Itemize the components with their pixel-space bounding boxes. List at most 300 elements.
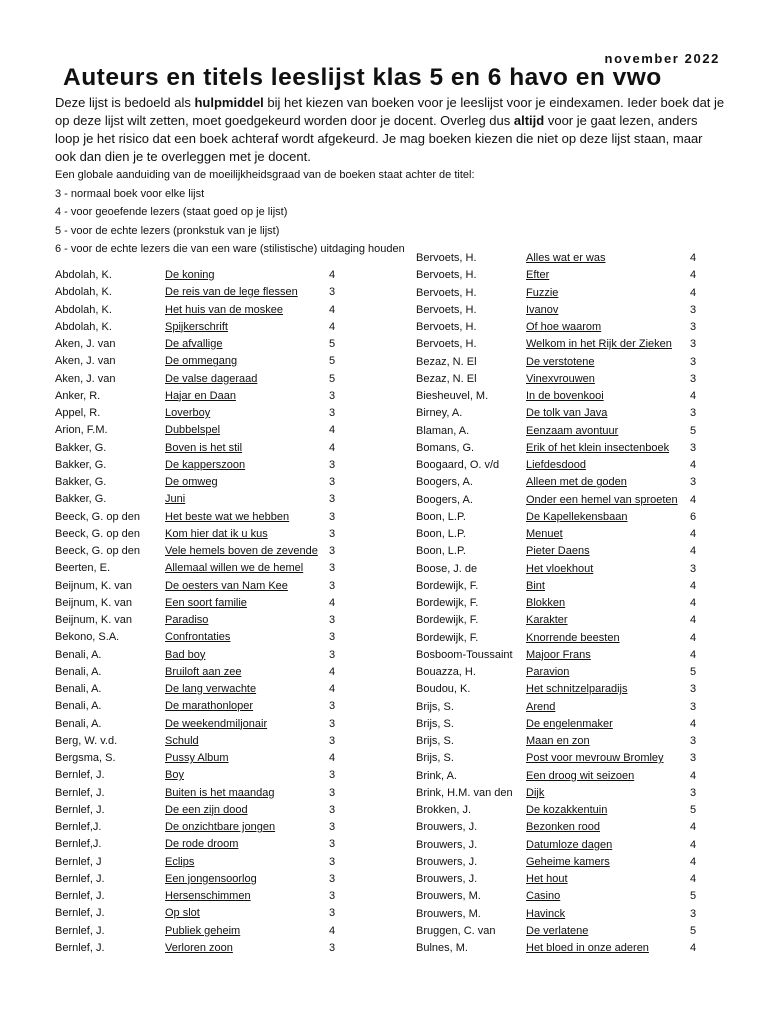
author-name: Boogers, A. [416, 493, 473, 506]
author-name: Benali, A. [55, 683, 102, 695]
book-row [416, 855, 716, 872]
difficulty-level: 3 [329, 734, 336, 747]
book-title-link[interactable]: Karakter [526, 614, 568, 627]
book-title-link[interactable]: Menuet [526, 528, 563, 540]
author-name: Boogers, A. [416, 476, 473, 489]
author-name: Bernlef, J. [55, 769, 105, 782]
difficulty-level: 4 [690, 545, 697, 558]
difficulty-level: 3 [690, 372, 697, 385]
difficulty-level: 3 [690, 786, 697, 799]
book-row [416, 613, 716, 630]
author-name: Brouwers, M. [416, 890, 481, 903]
difficulty-level: 3 [690, 735, 697, 747]
book-title-link[interactable]: De valse dageraad [165, 372, 258, 385]
difficulty-level: 3 [329, 389, 336, 402]
author-name: Arion, F.M. [55, 424, 108, 437]
difficulty-level: 4 [329, 441, 336, 454]
document-date: november 2022 [604, 51, 720, 66]
book-title-link[interactable]: Juni [165, 493, 186, 506]
book-row [55, 320, 355, 337]
difficulty-level: 3 [329, 838, 336, 851]
book-row [416, 355, 716, 372]
book-title-link[interactable]: Het vloekhout [526, 562, 594, 575]
book-row [55, 734, 355, 751]
book-row [416, 631, 716, 648]
book-row [55, 561, 355, 578]
book-title-link[interactable]: De engelenmaker [526, 717, 613, 730]
difficulty-level: 3 [329, 476, 336, 488]
author-name: Bezaz, N. El [416, 355, 477, 368]
book-row [416, 941, 716, 958]
difficulty-level: 4 [690, 942, 697, 954]
author-name: Bernlef,J. [55, 838, 102, 851]
book-row [416, 527, 716, 544]
book-title-link[interactable]: Casino [526, 890, 561, 903]
difficulty-level: 3 [329, 510, 336, 523]
book-title-link[interactable]: Eenzaam avontuur [526, 424, 619, 437]
book-title-link[interactable]: Confrontaties [165, 631, 231, 644]
difficulty-level: 4 [690, 717, 697, 730]
difficulty-level: 3 [690, 683, 697, 696]
book-title-link[interactable]: Loverboy [165, 407, 211, 419]
difficulty-level: 4 [690, 579, 697, 592]
book-row [416, 769, 716, 786]
book-title-link[interactable]: Knorrende beesten [526, 631, 620, 644]
author-name: Boon, L.P. [416, 528, 466, 540]
book-title-link[interactable]: Publiek geheim [165, 924, 241, 937]
book-title-link[interactable]: Vele hemels boven de zevende [165, 545, 318, 557]
author-name: Aken, J. van [55, 338, 116, 350]
book-row [416, 562, 716, 579]
book-row [416, 286, 716, 303]
author-name: Bernlef,J. [55, 821, 102, 833]
book-row [416, 441, 716, 458]
intro-emphasis-hulpmiddel: hulpmiddel [194, 95, 264, 110]
book-title-link[interactable]: Het schnitzelparadijs [526, 683, 628, 696]
book-title-link[interactable]: Spijkerschrift [165, 320, 228, 333]
book-title-link[interactable]: De Kapellekensbaan [526, 510, 628, 523]
book-row [416, 734, 716, 751]
book-title-link[interactable]: De koning [165, 269, 215, 281]
book-title-link[interactable]: De lang verwachte [165, 683, 257, 695]
book-row [416, 303, 716, 320]
book-title-link[interactable]: De ommegang [165, 355, 238, 368]
author-name: Bezaz, N. El [416, 372, 477, 385]
book-row [416, 424, 716, 441]
author-name: Beijnum, K. van [55, 596, 133, 609]
author-name: Bervoets, H. [416, 321, 477, 333]
difficulty-level: 4 [690, 873, 697, 885]
author-name: Birney, A. [416, 407, 463, 420]
book-title-link[interactable]: Post voor mevrouw Bromley [526, 752, 664, 765]
author-name: Bervoets, H. [416, 286, 477, 299]
book-row [55, 924, 355, 941]
difficulty-level: 4 [690, 597, 697, 609]
book-row [55, 751, 355, 768]
author-name: Bernlef, J. [55, 786, 105, 799]
book-row [416, 406, 716, 423]
book-title-link[interactable]: Vinexvrouwen [526, 372, 595, 385]
book-row [55, 527, 355, 544]
difficulty-level: 4 [329, 683, 336, 695]
book-title-link[interactable]: Arend [526, 700, 556, 713]
book-row [416, 872, 716, 889]
difficulty-level: 3 [690, 562, 697, 575]
difficulty-level: 3 [329, 855, 336, 868]
book-row [55, 285, 355, 302]
book-title-link[interactable]: Liefdesdood [526, 459, 586, 471]
author-name: Bervoets, H. [416, 303, 477, 316]
difficulty-level: 3 [329, 700, 336, 713]
author-name: Abdolah, K. [55, 269, 112, 281]
book-row [55, 458, 355, 475]
author-name: Boudou, K. [416, 683, 471, 696]
author-name: Blaman, A. [416, 424, 470, 437]
difficulty-level: 3 [690, 303, 697, 316]
book-row [416, 682, 716, 699]
author-name: Brouwers, J. [416, 838, 478, 851]
difficulty-level: 3 [329, 872, 336, 885]
difficulty-level: 5 [329, 372, 336, 385]
difficulty-level: 3 [329, 527, 336, 540]
book-row [55, 544, 355, 561]
book-row [55, 596, 355, 613]
book-row [416, 475, 716, 492]
book-title-link[interactable]: Efter [526, 269, 550, 282]
book-row [55, 872, 355, 889]
book-title-link[interactable]: Schuld [165, 734, 199, 747]
difficulty-level: 5 [329, 338, 336, 350]
book-title-link[interactable]: De kozakkentuin [526, 804, 608, 816]
book-title-link[interactable]: Pieter Daens [526, 545, 590, 558]
difficulty-level: 3 [329, 631, 336, 644]
author-name: Brijs, S. [416, 752, 454, 765]
book-row [416, 268, 716, 285]
difficulty-level: 6 [690, 510, 697, 523]
book-row [55, 579, 355, 596]
book-row [55, 803, 355, 820]
book-title-link[interactable]: Kom hier dat ik u kus [165, 527, 268, 540]
book-row [55, 941, 355, 958]
book-title-link[interactable]: De rode droom [165, 838, 239, 851]
author-name: Bordewijk, F. [416, 631, 479, 644]
book-list-right [416, 251, 716, 958]
book-title-link[interactable]: Welkom in het Rijk der Zieken [526, 338, 672, 351]
difficulty-level: 5 [329, 355, 336, 368]
author-name: Bruggen, C. van [416, 924, 496, 937]
book-row [416, 889, 716, 906]
book-title-link[interactable]: Op slot [165, 907, 200, 920]
book-title-link[interactable]: Erik of het klein insectenboek [526, 441, 670, 454]
difficulty-level: 3 [690, 476, 697, 489]
author-name: Bakker, G. [55, 458, 107, 471]
difficulty-level: 3 [329, 579, 336, 592]
author-name: Boose, J. de [416, 562, 478, 575]
book-title-link[interactable]: Bruiloft aan zee [165, 665, 242, 678]
author-name: Bakker, G. [55, 441, 107, 454]
book-title-link[interactable]: In de bovenkooi [526, 390, 604, 402]
author-name: Bervoets, H. [416, 338, 477, 351]
book-title-link[interactable]: Hajar en Daan [165, 389, 236, 402]
book-row [55, 613, 355, 630]
author-name: Beeck, G. op den [55, 527, 140, 540]
legend-level-3: 3 - normaal boek voor elke lijst [55, 187, 205, 200]
author-name: Boogaard, O. v/d [416, 459, 500, 471]
book-row [55, 441, 355, 458]
difficulty-level: 3 [329, 890, 336, 902]
legend-level-4: 4 - voor geoefende lezers (staat goed op je lijst) [55, 206, 288, 219]
author-name: Appel, R. [55, 407, 101, 419]
difficulty-level: 4 [690, 769, 697, 782]
book-title-link[interactable]: Het hout [526, 873, 568, 885]
author-name: Aken, J. van [55, 372, 116, 385]
book-row [416, 786, 716, 803]
book-row [416, 803, 716, 820]
author-name: Boon, L.P. [416, 510, 466, 523]
author-name: Bomans, G. [416, 441, 475, 454]
book-row [55, 372, 355, 389]
book-title-link[interactable]: De kapperszoon [165, 458, 246, 471]
author-name: Brokken, J. [416, 804, 472, 816]
author-name: Bernlef, J. [55, 941, 105, 954]
book-row [55, 630, 355, 647]
book-row [55, 768, 355, 785]
author-name: Brink, A. [416, 769, 457, 782]
author-name: Bulnes, M. [416, 942, 468, 954]
author-name: Bosboom-Toussaint [416, 648, 513, 661]
book-title-link[interactable]: Pussy Album [165, 752, 229, 764]
difficulty-level: 3 [329, 821, 336, 833]
intro-text-1: Deze lijst is bedoeld als [55, 95, 195, 110]
author-name: Beijnum, K. van [55, 579, 133, 592]
difficulty-level: 4 [329, 424, 336, 437]
book-list-left [55, 268, 355, 958]
book-title-link[interactable]: Alles wat er was [526, 252, 606, 264]
difficulty-level: 3 [690, 752, 697, 765]
difficulty-legend [55, 166, 555, 259]
difficulty-level: 4 [329, 596, 336, 609]
difficulty-level: 4 [329, 303, 336, 316]
difficulty-level: 4 [690, 648, 697, 661]
difficulty-level: 3 [329, 907, 336, 920]
book-title-link[interactable]: Havinck [526, 907, 566, 920]
book-row [55, 717, 355, 734]
difficulty-level: 4 [329, 665, 336, 678]
book-title-link[interactable]: Majoor Frans [526, 648, 591, 661]
book-title-link[interactable]: De marathonloper [165, 700, 254, 713]
book-title-link[interactable]: Een soort familie [165, 596, 247, 609]
difficulty-level: 3 [329, 493, 336, 506]
book-title-link[interactable]: Ivanov [526, 303, 559, 316]
author-name: Bordewijk, F. [416, 579, 479, 592]
author-name: Boon, L.P. [416, 545, 466, 558]
author-name: Aken, J. van [55, 355, 116, 368]
book-title-link[interactable]: Onder een hemel van sproeten [526, 493, 678, 506]
author-name: Beeck, G. op den [55, 545, 140, 557]
difficulty-level: 4 [690, 252, 697, 264]
book-row [55, 475, 355, 492]
author-name: Benali, A. [55, 648, 102, 661]
book-row [416, 372, 716, 389]
book-title-link[interactable]: Buiten is het maandag [165, 786, 275, 799]
author-name: Berg, W. v.d. [55, 734, 118, 747]
author-name: Brijs, S. [416, 735, 454, 747]
author-name: Benali, A. [55, 665, 102, 678]
book-title-link[interactable]: De afvallige [165, 338, 223, 350]
difficulty-level: 3 [329, 545, 336, 557]
book-title-link[interactable]: De onzichtbare jongen [165, 821, 276, 833]
author-name: Anker, R. [55, 389, 101, 402]
book-row [55, 648, 355, 665]
book-title-link[interactable]: De oesters van Nam Kee [165, 579, 288, 592]
book-row [416, 510, 716, 527]
book-title-link[interactable]: Een jongensoorlog [165, 872, 257, 885]
author-name: Bouazza, H. [416, 666, 476, 678]
difficulty-level: 4 [690, 390, 697, 402]
intro-text-3: voor je gaat lezen, anders loop je het risico dat een boek achteraf wordt afgekeurd. Je mag boeken kiezen die niet op deze lijst staan, maar ook dan dien je te overleggen met je docent. [55, 113, 703, 164]
book-title-link[interactable]: Geheime kamers [526, 855, 610, 868]
difficulty-level: 4 [329, 320, 336, 333]
book-title-link[interactable]: De verstotene [526, 355, 595, 368]
legend-level-6: 6 - voor de echte lezers die van een ware (stilistische) uitdaging houden [55, 243, 405, 256]
author-name: Bervoets, H. [416, 252, 477, 264]
book-row [416, 544, 716, 561]
difficulty-level: 3 [690, 700, 697, 713]
intro-paragraph [55, 94, 725, 166]
author-name: Brouwers, M. [416, 907, 481, 920]
legend-intro: Een globale aanduiding van de moeilijkheidsgraad van de boeken staat achter de titel: [55, 169, 475, 181]
book-title-link[interactable]: Dubbelspel [165, 424, 221, 437]
difficulty-level: 5 [690, 804, 697, 816]
book-title-link[interactable]: Boy [165, 769, 184, 782]
book-row [55, 303, 355, 320]
book-row [416, 648, 716, 665]
author-name: Brouwers, J. [416, 821, 478, 834]
author-name: Bernlef, J. [55, 872, 105, 885]
author-name: Bekono, S.A. [55, 631, 120, 644]
book-title-link[interactable]: Het huis van de moskee [165, 303, 284, 316]
author-name: Bernlef, J. [55, 890, 105, 902]
book-title-link[interactable]: Paravion [526, 666, 570, 678]
intro-text-2: bij het kiezen van boeken voor je leeslijst voor je eindexamen. Ieder boek dat je op deze lijst wilt zetten, moet goedgekeurd worden door je docent. Overleg dus [55, 95, 725, 128]
difficulty-level: 3 [329, 941, 336, 954]
book-row [55, 337, 355, 354]
book-title-link[interactable]: De reis van de lege flessen [165, 286, 298, 299]
book-title-link[interactable]: De omweg [165, 476, 218, 488]
difficulty-level: 3 [329, 786, 336, 799]
author-name: Bordewijk, F. [416, 614, 479, 627]
book-row [55, 699, 355, 716]
book-title-link[interactable]: Verloren zoon [165, 941, 233, 954]
book-row [416, 717, 716, 734]
difficulty-level: 3 [690, 441, 697, 454]
book-row [416, 838, 716, 855]
book-title-link[interactable]: De verlatene [526, 924, 589, 937]
author-name: Abdolah, K. [55, 320, 112, 333]
book-title-link[interactable]: Allemaal willen we de hemel [165, 562, 304, 575]
difficulty-level: 3 [329, 407, 336, 419]
book-title-link[interactable]: Het beste wat we hebben [165, 510, 290, 523]
author-name: Biesheuvel, M. [416, 390, 489, 402]
book-row [55, 268, 355, 285]
author-name: Brink, H.M. van den [416, 786, 513, 799]
difficulty-level: 3 [690, 338, 697, 351]
book-title-link[interactable]: De weekendmiljonair [165, 717, 268, 730]
difficulty-level: 4 [690, 493, 697, 506]
author-name: Bernlef, J. [55, 924, 105, 937]
book-row [416, 251, 716, 268]
book-row [416, 389, 716, 406]
book-title-link[interactable]: De tolk van Java [526, 407, 608, 420]
book-row [416, 751, 716, 768]
book-title-link[interactable]: Bint [526, 579, 545, 592]
book-row [55, 855, 355, 872]
book-title-link[interactable]: Een droog wit seizoen [526, 769, 635, 782]
difficulty-level: 3 [329, 614, 336, 626]
author-name: Benali, A. [55, 700, 102, 713]
difficulty-level: 3 [329, 803, 336, 816]
book-row [55, 682, 355, 699]
book-row [55, 889, 355, 906]
author-name: Abdolah, K. [55, 286, 112, 299]
book-title-link[interactable]: Maan en zon [526, 735, 590, 747]
difficulty-level: 4 [690, 614, 697, 627]
book-title-link[interactable]: Boven is het stil [165, 441, 243, 454]
book-row [416, 907, 716, 924]
author-name: Bakker, G. [55, 476, 107, 488]
book-title-link[interactable]: Het bloed in onze aderen [526, 942, 649, 954]
book-title-link[interactable]: Blokken [526, 597, 566, 609]
book-row [55, 837, 355, 854]
book-row [416, 458, 716, 475]
author-name: Bernlef, J [55, 855, 102, 868]
difficulty-level: 3 [690, 907, 697, 920]
difficulty-level: 4 [690, 631, 697, 644]
difficulty-level: 4 [690, 459, 697, 471]
author-name: Beijnum, K. van [55, 614, 133, 626]
book-row [55, 406, 355, 423]
book-title-link[interactable]: Of hoe waarom [526, 321, 602, 333]
book-title-link[interactable]: De een zijn dood [165, 803, 248, 816]
book-title-link[interactable]: Bad boy [165, 648, 206, 661]
book-title-link[interactable]: Bezonken rood [526, 821, 600, 834]
book-title-link[interactable]: Alleen met de goden [526, 476, 627, 489]
difficulty-level: 4 [329, 752, 336, 764]
book-row [55, 492, 355, 509]
book-row [55, 906, 355, 923]
author-name: Brouwers, J. [416, 855, 478, 868]
book-title-link[interactable]: Eclips [165, 855, 195, 868]
book-row [55, 389, 355, 406]
difficulty-level: 4 [690, 821, 697, 834]
difficulty-level: 3 [329, 769, 336, 782]
difficulty-level: 4 [690, 269, 697, 282]
difficulty-level: 3 [690, 355, 697, 368]
book-title-link[interactable]: Datumloze dagen [526, 838, 613, 851]
author-name: Abdolah, K. [55, 303, 112, 316]
book-title-link[interactable]: Dijk [526, 786, 545, 799]
book-row [416, 579, 716, 596]
difficulty-level: 3 [329, 286, 336, 299]
difficulty-level: 4 [329, 924, 336, 937]
difficulty-level: 5 [690, 924, 697, 937]
legend-level-5: 5 - voor de echte lezers (pronkstuk van je lijst) [55, 224, 280, 237]
book-title-link[interactable]: Paradiso [165, 614, 209, 626]
book-title-link[interactable]: Hersenschimmen [165, 890, 251, 902]
book-title-link[interactable]: Fuzzie [526, 286, 559, 299]
book-row [416, 924, 716, 941]
author-name: Brouwers, J. [416, 873, 478, 885]
